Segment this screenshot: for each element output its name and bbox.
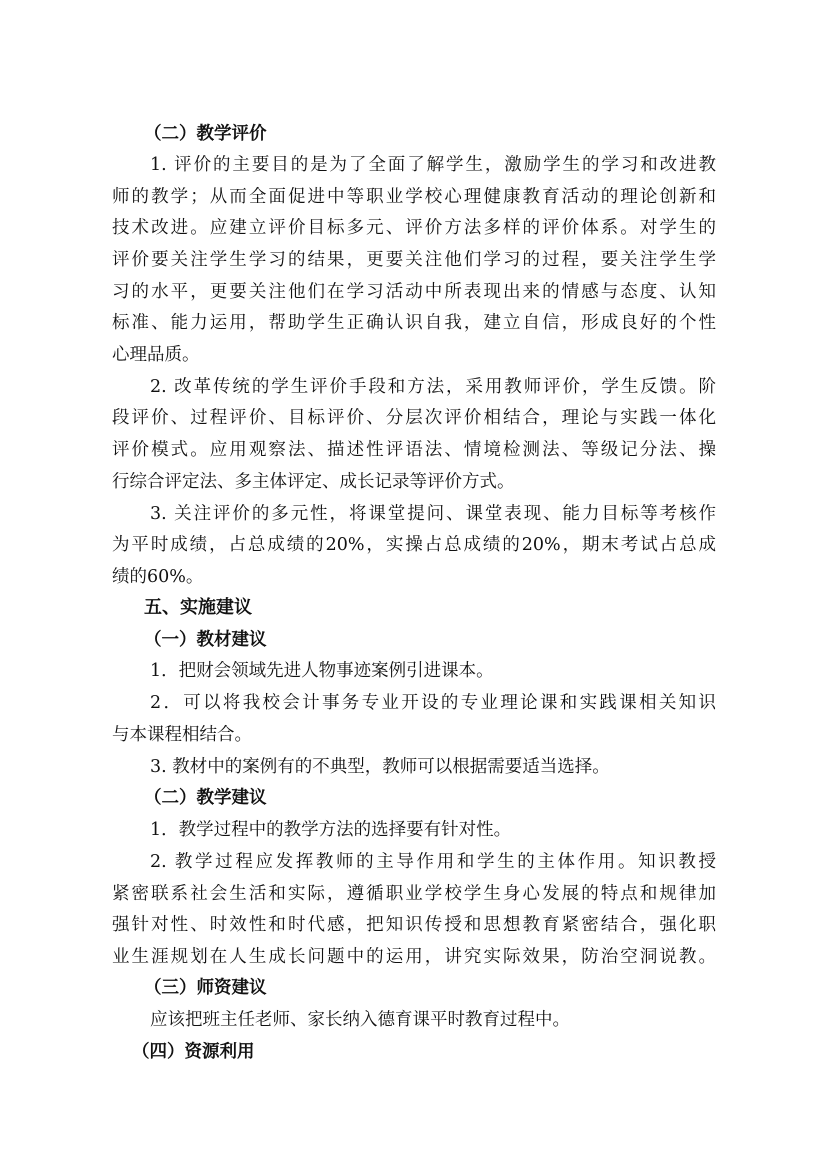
paragraph-line: 评价模式。应用观察法、描述性评语法、情境检测法、等级记分法、操 xyxy=(112,440,716,460)
list-item: 2. 教学过程应发挥教师的主导作用和学生的主体作用。知识教授 xyxy=(150,852,716,872)
paragraph-line: 评价要关注学生学习的结果，更要关注他们学习的过程，要关注学生学 xyxy=(112,250,716,270)
paragraph-line: 技术改进。应建立评价目标多元、评价方法多样的评价体系。对学生的 xyxy=(112,218,716,238)
list-item: 1．教学过程中的教学方法的选择要有针对性。 xyxy=(150,820,512,840)
list-item-continuation: 业生涯规划在人生成长问题中的运用，讲究实际效果，防治空洞说教。 xyxy=(112,947,716,967)
subsection-heading: （一）教材建议 xyxy=(144,630,267,650)
subsection-heading: （四）资源利用 xyxy=(132,1042,255,1062)
list-item: 1．把财会领域先进人物事迹案例引进课本。 xyxy=(150,661,494,681)
paragraph-line: 标准、能力运用，帮助学生正确认识自我，建立自信，形成良好的个性 xyxy=(112,313,716,333)
paragraph-line: 段评价、过程评价、目标评价、分层次评价相结合，理论与实践一体化 xyxy=(112,408,716,428)
list-item-continuation: 强针对性、时效性和时代感，把知识传授和思想教育紧密结合，强化职 xyxy=(112,915,716,935)
paragraph-line: 1. 评价的主要目的是为了全面了解学生，激励学生的学习和改进教 xyxy=(150,155,716,175)
section-heading: （二）教学评价 xyxy=(144,124,267,144)
list-item: 2．可以将我校会计事务专业开设的专业理论课和实践课相关知识 xyxy=(150,693,716,713)
chapter-heading: 五、实施建议 xyxy=(144,597,252,618)
list-item-continuation: 紧密联系社会生活和实际，遵循职业学校学生身心发展的特点和规律加 xyxy=(112,884,716,904)
paragraph-line: 行综合评定法、多主体评定、成长记录等评价方式。 xyxy=(112,472,515,492)
subsection-heading: （三）师资建议 xyxy=(144,978,267,998)
paragraph-line: 2. 改革传统的学生评价手段和方法，采用教师评价，学生反馈。阶 xyxy=(150,377,716,397)
paragraph-line: 3. 关注评价的多元性，将课堂提问、课堂表现、能力目标等考核作 xyxy=(150,504,716,524)
list-item-continuation: 与本课程相结合。 xyxy=(112,725,252,745)
paragraph-line: 为平时成绩，占总成绩的20%，实操占总成绩的20%，期末考试占总成 xyxy=(112,535,716,555)
paragraph-line: 习的水平，更要关注他们在学习活动中所表现出来的情感与态度、认知 xyxy=(112,282,716,302)
paragraph-line: 应该把班主任老师、家长纳入德育课平时教育过程中。 xyxy=(150,1010,570,1030)
paragraph-line: 绩的60%。 xyxy=(112,567,204,587)
subsection-heading: （二）教学建议 xyxy=(144,788,267,808)
paragraph-line: 心理品质。 xyxy=(112,345,200,365)
list-item: 3. 教材中的案例有的不典型，教师可以根据需要适当选择。 xyxy=(150,757,610,777)
paragraph-line: 师的教学；从而全面促进中等职业学校心理健康教育活动的理论创新和 xyxy=(112,187,716,207)
